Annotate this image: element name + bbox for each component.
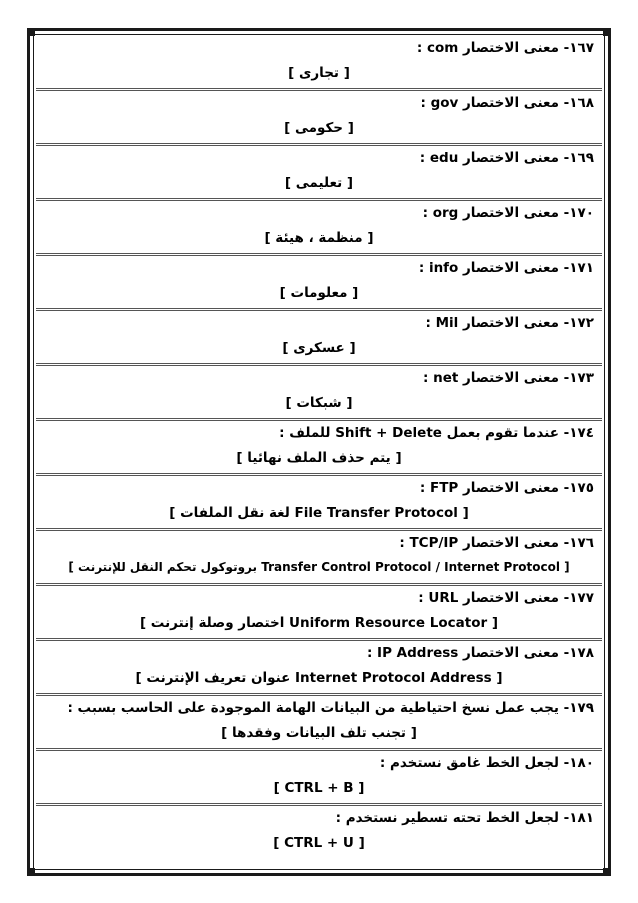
question-suffix: :: [379, 755, 386, 771]
question-line: [417, 40, 594, 56]
question-line: [380, 755, 594, 771]
answer-text: [ File Transfer Protocol لغة نقل الملفات ]: [169, 505, 469, 521]
answer-text: [ تجنب تلف البيانات وفقدها ]: [221, 725, 417, 741]
question-text: معنى الاختصار: [463, 535, 559, 551]
question-line: [426, 315, 594, 331]
term: FTP: [430, 480, 459, 496]
qa-item-176: [36, 531, 602, 586]
qa-item-168: [36, 91, 602, 146]
answer-text: [ CTRL + B ]: [273, 780, 365, 796]
question-text: معنى الاختصار: [463, 150, 559, 166]
question-text: عندما تقوم بعمل: [446, 425, 559, 441]
term: TCP/IP: [409, 535, 459, 551]
qa-item-170: [36, 201, 602, 256]
term: IP Address: [377, 645, 459, 661]
question-text: معنى الاختصار: [463, 590, 559, 606]
question-suffix: :: [422, 370, 429, 386]
question-suffix: :: [419, 150, 426, 166]
question-line: [399, 535, 594, 551]
question-line: [336, 810, 594, 826]
question-line: [420, 150, 594, 166]
item-number: ١٧٠-: [563, 205, 594, 221]
qa-item-171: [36, 256, 602, 311]
question-line: [279, 425, 594, 441]
answer-text: [ تعليمى ]: [284, 175, 354, 191]
question-line: [423, 205, 594, 221]
item-number: ١٦٧-: [563, 40, 594, 56]
item-number: ١٧٢-: [563, 315, 594, 331]
question-suffix: :: [425, 315, 431, 331]
frame-corner-bottom-left: [27, 868, 35, 876]
term: Shift + Delete: [335, 425, 442, 441]
question-text: معنى الاختصار: [463, 370, 559, 386]
question-text: لجعل الخط تحته تسطير نستخدم: [345, 810, 559, 826]
question-suffix: :: [335, 810, 341, 826]
frame-corner-top-right: [603, 28, 611, 36]
item-number: ١٧٤-: [563, 425, 594, 441]
qa-item-175: [36, 476, 602, 531]
question-line: [420, 480, 594, 496]
answer-text: [ عسكرى ]: [282, 340, 356, 356]
term: net: [433, 370, 459, 386]
question-suffix: :: [418, 260, 425, 276]
item-number: ١٦٩-: [563, 150, 594, 166]
qa-item-178: [36, 641, 602, 696]
qa-list: [36, 36, 602, 861]
question-suffix: :: [418, 590, 424, 606]
question-text: معنى الاختصار: [463, 480, 559, 496]
question-line: [67, 700, 594, 716]
qa-item-180: [36, 751, 602, 806]
answer-text: [ شبكات ]: [285, 395, 353, 411]
item-number: ١٧٨-: [563, 645, 594, 661]
item-number: ١٨١-: [563, 810, 594, 826]
item-number: ١٧٣-: [563, 370, 594, 386]
question-text: لجعل الخط غامق نستخدم: [389, 755, 559, 771]
qa-item-179: [36, 696, 602, 751]
question-suffix: :: [67, 700, 73, 716]
answer-text: [ حكومى ]: [284, 120, 354, 136]
question-text: معنى الاختصار: [463, 95, 559, 111]
item-number: ١٨٠-: [563, 755, 594, 771]
question-line: [420, 95, 594, 111]
answer-text: [ تجارى ]: [288, 65, 350, 81]
term: gov: [430, 95, 459, 111]
item-number: ١٧٧-: [563, 590, 594, 606]
question-suffix: :: [419, 480, 426, 496]
term: com: [426, 40, 459, 56]
answer-text: [ Uniform Resource Locator اختصار وصلة إنترنت ]: [139, 615, 499, 631]
question-suffix: :: [366, 645, 373, 661]
term: info: [428, 260, 459, 276]
question-suffix: :: [416, 40, 423, 56]
question-line: [367, 645, 594, 661]
qa-item-177: [36, 586, 602, 641]
answer-text: [ يتم حذف الملف نهائيا ]: [236, 450, 402, 466]
question-line: [418, 590, 594, 606]
term: Mil: [435, 315, 459, 331]
question-text: معنى الاختصار: [463, 40, 559, 56]
frame-corner-top-left: [27, 28, 35, 36]
question-suffix: :: [420, 95, 426, 111]
qa-item-167: [36, 36, 602, 91]
question-line: [419, 260, 594, 276]
qa-item-169: [36, 146, 602, 201]
question-text: معنى الاختصار: [463, 645, 559, 661]
qa-item-174: [36, 421, 602, 476]
qa-item-172: [36, 311, 602, 366]
item-number: ١٧٩-: [563, 700, 594, 716]
answer-text: [ منظمة ، هيئة ]: [264, 230, 374, 246]
term: org: [432, 205, 459, 221]
item-number: ١٧٦-: [563, 535, 594, 551]
item-number: ١٦٨-: [563, 95, 594, 111]
answer-text: [ Transfer Control Protocol / Internet Protocol بروتوكول تحكم النقل للإنترنت ]: [68, 560, 570, 574]
item-number: ١٧١-: [563, 260, 594, 276]
question-suffix: للملف :: [279, 425, 331, 441]
term: edu: [429, 150, 459, 166]
question-suffix: :: [399, 535, 405, 551]
question-line: [423, 370, 594, 386]
answer-text: [ Internet Protocol Address عنوان تعريف الإنترنت ]: [135, 670, 503, 686]
answer-text: [ CTRL + U ]: [273, 835, 365, 851]
question-suffix: :: [422, 205, 429, 221]
question-text: يجب عمل نسخ احتياطية من البيانات الهامة الموجودة على الحاسب بسبب: [77, 700, 559, 716]
question-text: معنى الاختصار: [463, 205, 559, 221]
answer-text: [ معلومات ]: [279, 285, 359, 301]
question-text: معنى الاختصار: [463, 315, 559, 331]
qa-item-173: [36, 366, 602, 421]
frame-corner-bottom-right: [603, 868, 611, 876]
qa-item-181: [36, 806, 602, 861]
item-number: ١٧٥-: [563, 480, 594, 496]
question-text: معنى الاختصار: [463, 260, 559, 276]
term: URL: [428, 590, 459, 606]
